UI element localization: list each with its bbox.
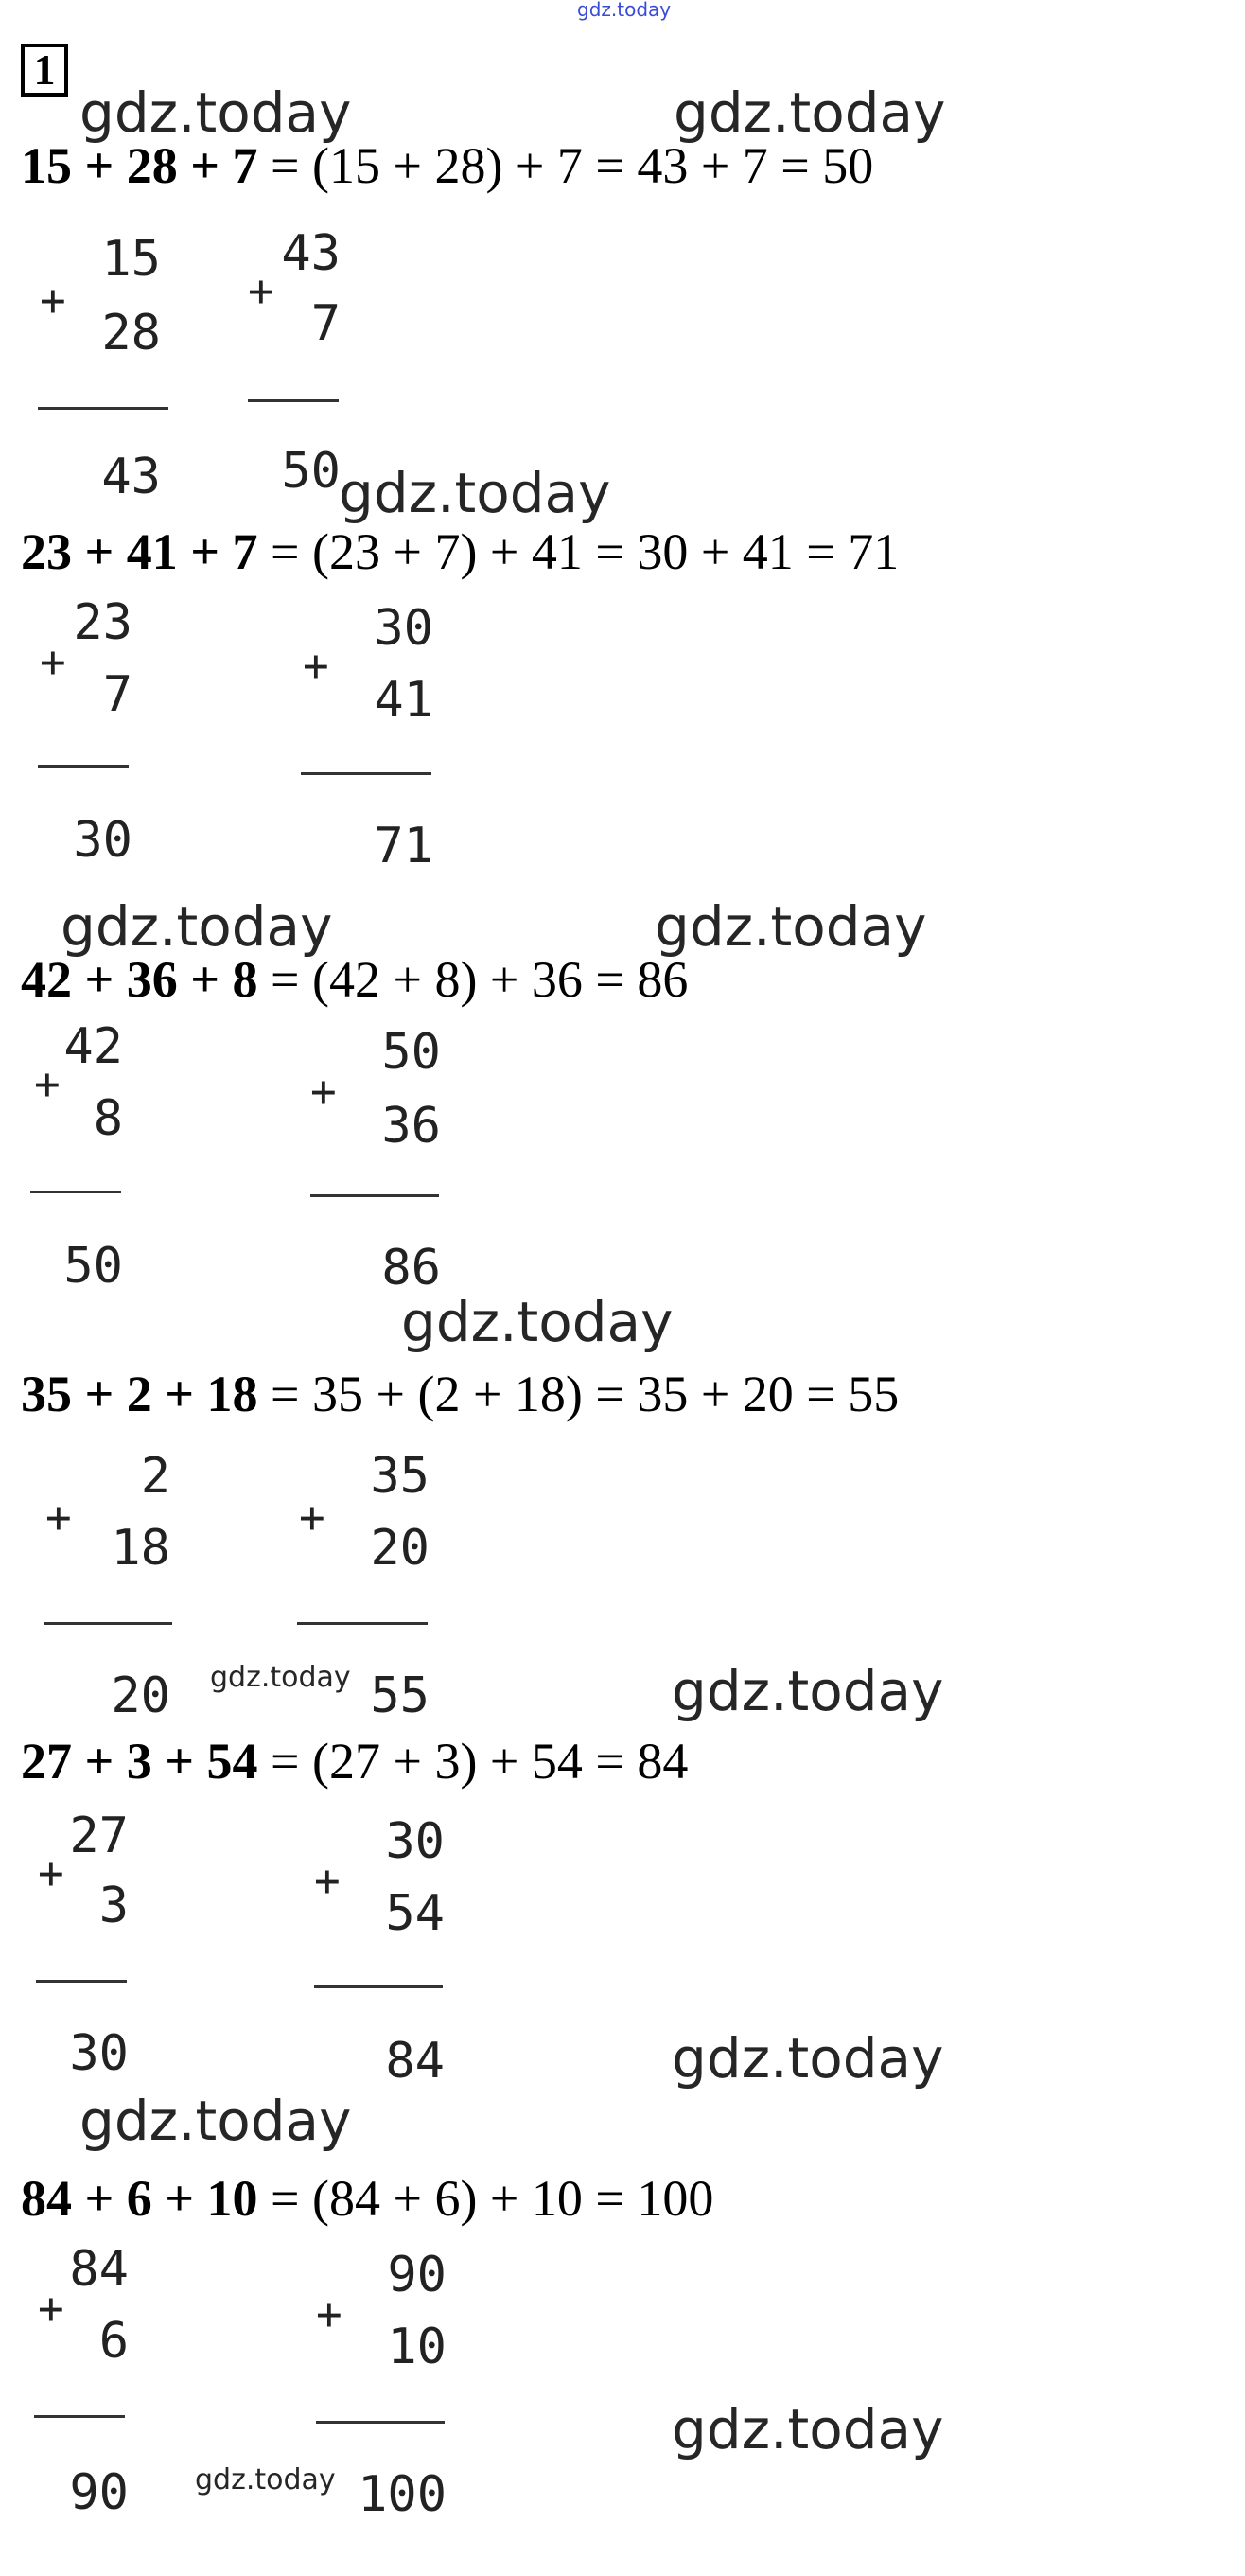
sum-line [38,407,168,410]
sum-line [301,772,431,775]
sum-result: 90 [69,2464,129,2521]
addend-a: 84 [69,2241,129,2298]
sum-result: 50 [281,443,341,500]
equation-lhs: 27 + 3 + 54 [21,1733,258,1790]
sum-line [38,765,129,768]
watermark-top: gdz.today [577,0,672,21]
addend-a: 43 [281,225,341,282]
equation-rhs: = (42 + 8) + 36 = 86 [257,951,689,1008]
addend-b: 3 [98,1878,129,1934]
equation-rhs: = (23 + 7) + 41 = 30 + 41 = 71 [257,523,900,580]
sum-result: 84 [385,2033,445,2090]
addend-b: 10 [387,2319,447,2375]
addend-b: 7 [102,666,132,723]
sum-line [30,1191,121,1193]
addend-a: 15 [101,231,161,288]
sum-result: 86 [381,1240,441,1297]
sum-line [44,1622,172,1625]
addend-b: 7 [310,295,341,352]
addend-b: 18 [111,1520,170,1577]
addend-a: 23 [73,594,132,651]
equation-lhs: 15 + 28 + 7 [21,137,258,194]
addend-b: 20 [370,1520,430,1577]
equation-lhs: 84 + 6 + 10 [21,2170,258,2227]
addend-b: 54 [385,1885,445,1942]
addend-a: 50 [381,1024,441,1081]
addend-a: 30 [385,1813,445,1870]
sum-line [248,399,339,402]
sum-line [316,2421,445,2424]
addend-b: 28 [101,305,161,362]
addend-a: 42 [63,1018,123,1075]
sum-result: 55 [370,1667,430,1724]
equation-3 [21,951,689,1008]
sum-result: 43 [101,449,161,505]
equation-lhs: 42 + 36 + 8 [21,951,258,1008]
equation-5 [21,1733,689,1790]
equation-1 [21,137,874,194]
addend-a: 35 [370,1448,430,1505]
watermark: gdz.today [79,2089,352,2153]
sum-result: 30 [69,2025,129,2082]
watermark: gdz.today [401,1290,674,1354]
sum-line [297,1622,428,1625]
sum-line [314,1985,443,1988]
watermark: gdz.today [672,1659,944,1723]
watermark: gdz.today [339,461,611,525]
watermark: gdz.today [672,2026,944,2091]
sum-result: 20 [111,1667,170,1724]
sum-result: 50 [63,1238,123,1295]
sum-line [36,1980,127,1983]
addend-b: 8 [93,1090,123,1147]
watermark: gdz.today [79,80,352,145]
sum-result: 71 [374,818,433,874]
sum-line [310,1194,439,1197]
watermark: gdz.today [655,894,927,959]
addend-a: 90 [387,2247,447,2303]
watermark: gdz.today [672,2397,944,2461]
equation-6 [21,2170,714,2227]
sum-result: 30 [73,812,132,869]
equation-rhs: = (84 + 6) + 10 = 100 [257,2170,714,2227]
addend-a: 2 [140,1448,170,1505]
equation-rhs: = 35 + (2 + 18) = 35 + 20 = 55 [257,1366,900,1422]
watermark: gdz.today [195,2463,336,2497]
addend-a: 27 [69,1808,129,1864]
equation-4 [21,1368,899,1420]
watermark: gdz.today [61,894,333,959]
watermark: gdz.today [674,80,946,145]
addend-b: 41 [374,672,433,729]
task-number: 1 [21,44,68,97]
addend-b: 6 [98,2313,129,2370]
equation-rhs: = (15 + 28) + 7 = 43 + 7 = 50 [257,137,874,194]
equation-2 [21,523,900,580]
equation-lhs: 23 + 41 + 7 [21,523,258,580]
addend-b: 36 [381,1098,441,1155]
sum-line [34,2415,125,2418]
addend-a: 30 [374,600,433,657]
watermark: gdz.today [210,1661,351,1694]
sum-result: 100 [358,2466,447,2523]
equation-lhs: 35 + 2 + 18 [21,1366,258,1422]
equation-rhs: = (27 + 3) + 54 = 84 [257,1733,689,1790]
